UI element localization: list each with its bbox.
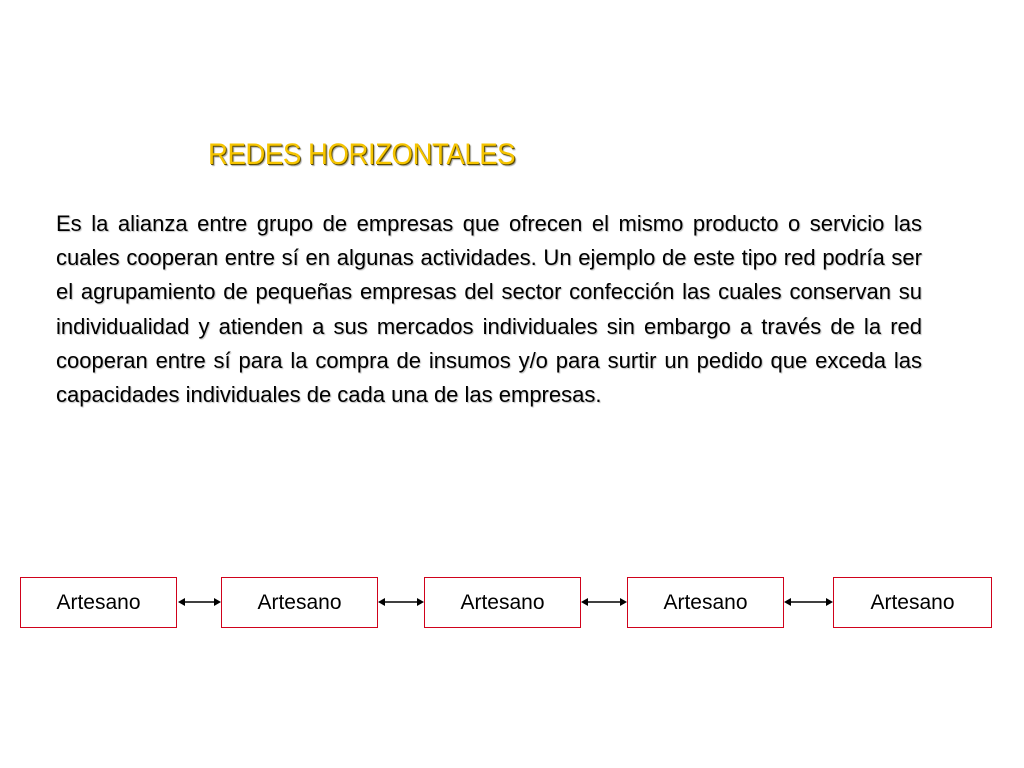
bidirectional-arrow-icon [178,594,221,610]
diagram-node-artesano-1: Artesano [20,577,177,628]
diagram-node-artesano-5: Artesano [833,577,992,628]
bidirectional-arrow-icon [581,594,627,610]
diagram-node-artesano-2: Artesano [221,577,378,628]
bidirectional-arrow-icon [378,594,424,610]
slide-body-text: Es la alianza entre grupo de empresas que ofrecen el mismo producto o servicio las cuales cooperan entre sí en algunas actividades. Un ejemplo de este tipo red podría ser el agrupamiento de pequeñas empresas del sector confección las cuales conservan su individualidad y atienden a sus mercados individuales sin embargo a través de la red cooperan entre sí para la compra de insumos y/o para surtir un pedido que exceda las capacidades individuales de cada una de las empresas. [56,211,922,408]
slide-title: REDES HORIZONTALES [208,138,516,171]
diagram-node-artesano-4: Artesano [627,577,784,628]
bidirectional-arrow-icon [784,594,833,610]
diagram-node-artesano-3: Artesano [424,577,581,628]
